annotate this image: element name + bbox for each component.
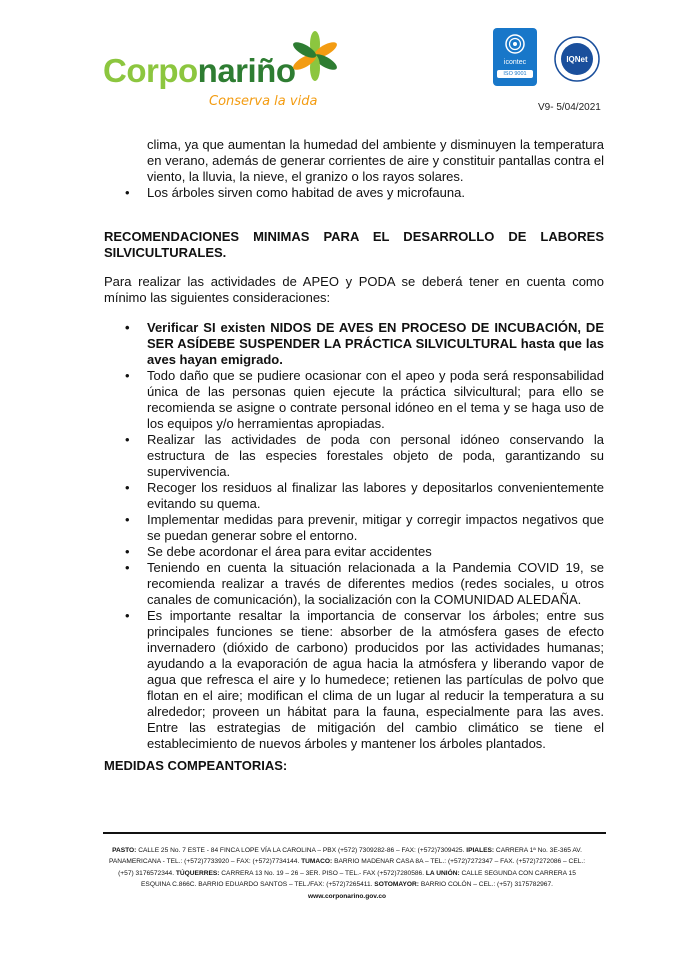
list-item bbox=[125, 512, 604, 544]
footer-sotomayor-label: SOTOMAYOR: bbox=[374, 881, 419, 889]
intro-bullet-list bbox=[125, 185, 604, 201]
bullet-icon: • bbox=[125, 480, 130, 495]
footer-divider bbox=[103, 832, 606, 834]
list-item bbox=[125, 368, 604, 432]
bullet-icon: • bbox=[125, 560, 130, 575]
bullet-icon: • bbox=[125, 608, 130, 623]
list-item bbox=[125, 544, 604, 560]
footer-tumaco-text: BARRIO MADENAR CASA 8A – TEL.: (+572)7272347 – FAX. (+572)7272086 – CEL.: (+57) 3176572344. bbox=[118, 858, 586, 877]
list-item bbox=[125, 320, 604, 368]
list-item bbox=[125, 608, 604, 752]
list-item-text: Realizar las actividades de poda con personal idóneo conservando la estructura de las especies forestales objeto de poda, garantizando su supervivencia. bbox=[147, 432, 604, 479]
list-item-text: Implementar medidas para prevenir, mitigar y corregir impactos negativos que se puedan generar sobre el entorno. bbox=[147, 512, 604, 543]
footer-website-link[interactable]: www.corponarino.gov.co bbox=[307, 892, 387, 900]
footer-contact-info bbox=[106, 845, 588, 902]
logo-text-part1: Corpo bbox=[103, 52, 198, 89]
footer-launion-label: LA UNIÓN: bbox=[425, 869, 460, 877]
flower-emblem-icon bbox=[289, 30, 341, 82]
bullet-icon: • bbox=[125, 320, 130, 335]
list-item bbox=[125, 432, 604, 480]
footer-launion-text: CALLE SEGUNDA CON CARRERA 15 ESQUINA C.866C. BARRIO EDUARDO SANTOS – TEL./FAX: (+572)7265411. bbox=[141, 869, 576, 889]
bullet-icon: • bbox=[125, 185, 130, 200]
logo-text-part2: nariño bbox=[197, 52, 296, 89]
logo-tagline: Conserva la vida bbox=[209, 94, 318, 109]
footer-pasto-label: PASTO: bbox=[112, 847, 137, 854]
footer-ipiales-text: CARRERA 1ª No. 3E-365 AV. PANAMERICANA - TEL.: (+572)7733920 – FAX: (+572)7734144. bbox=[108, 847, 582, 866]
list-item bbox=[125, 480, 604, 512]
intro-continued-text: clima, ya que aumentan la humedad del ambiente y disminuyen la temperatura en verano, además de generar corrientes de aire y constituir pantallas contra el viento, la lluvia, la nieve, el granizo o los rayos solares. bbox=[147, 137, 604, 184]
iqnet-certification-badge bbox=[554, 36, 600, 82]
bullet-icon: • bbox=[125, 544, 130, 559]
list-item bbox=[125, 560, 604, 608]
bullet-icon: • bbox=[125, 368, 130, 383]
document-version: V9- 5/04/2021 bbox=[538, 102, 601, 113]
recommendations-list bbox=[125, 320, 604, 752]
footer-pasto-text: CALLE 25 No. 7 ESTE - 84 FINCA LOPE VÍA LA CAROLINA – PBX (+572) 7309282-86 – FAX: (+572)7309425. bbox=[136, 847, 467, 854]
iqnet-label: IQNet bbox=[566, 55, 588, 64]
section-heading: RECOMENDACIONES MINIMAS PARA EL DESARROLLO DE LABORES SILVICULTURALES. bbox=[104, 229, 604, 260]
icontec-seal-icon bbox=[505, 34, 525, 54]
iso-label: ISO 9001 bbox=[497, 70, 533, 78]
section-intro-text: Para realizar las actividades de APEO y PODA se deberá tener en cuenta como mínimo las siguientes consideraciones: bbox=[104, 274, 604, 305]
footer-ipiales-label: IPIALES: bbox=[466, 847, 495, 854]
bullet-icon: • bbox=[125, 432, 130, 447]
logo-wordmark bbox=[103, 52, 296, 90]
measures-heading: MEDIDAS COMPEANTORIAS: bbox=[104, 758, 288, 773]
list-item-text: Es importante resaltar la importancia de conservar los árboles; entre sus principales funciones se tiene: absorber de la atmósfera gases de efecto invernadero (dióxido de carbono) producidos por las actividades humanas; ayudando a la evaporación de agua hacia la atmósfera y liberando vapor de agua que refresca el aire y lo humedece; retienen las partículas de polvo que flotan en el aire; modifican el clima de un lugar al reducir la temperatura a su alrededor; proveen un hábitat para la fauna, especialmente para las aves. Entre las estrategias de mitigación del cambio climático se tiene el establecimiento de nuevos árboles y mantener los árboles plantados. bbox=[147, 608, 604, 751]
footer-tuquerres-label: TÚQUERRES: bbox=[175, 869, 220, 877]
footer-sotomayor-text: BARRIO COLÓN – CEL.: (+57) 3175782967. bbox=[419, 881, 553, 889]
icontec-certification-badge bbox=[493, 28, 537, 86]
list-item-text: Verificar SI existen NIDOS DE AVES EN PROCESO DE INCUBACIÓN, DE SER ASÍDEBE SUSPENDER LA PRÁCTICA SILVICULTURAL hasta que las aves hayan emigrado. bbox=[147, 320, 604, 367]
footer-tuquerres-text: CARRERA 13 No. 19 – 26 – 3ER. PISO – TEL.- FAX (+572)7280586. bbox=[219, 869, 426, 877]
icontec-label: icontec bbox=[503, 59, 527, 66]
footer-tumaco-label: TUMACO: bbox=[301, 858, 333, 866]
corponarino-logo bbox=[103, 30, 343, 110]
list-item-text: Los árboles sirven como habitad de aves y microfauna. bbox=[147, 185, 465, 200]
list-item-text: Todo daño que se pudiere ocasionar con el apeo y poda será responsabilidad única de las personas quien ejecute la práctica silvicultural; para ello se recomienda se asigne o contrate personal idóneo en el tema y se haga uso de los equipos y/o herramientas apropiadas. bbox=[147, 368, 604, 431]
list-item bbox=[125, 185, 604, 201]
list-item-text: Se debe acordonar el área para evitar accidentes bbox=[147, 544, 432, 559]
list-item-text: Recoger los residuos al finalizar las labores y depositarlos convenientemente evitando su quema. bbox=[147, 480, 604, 511]
list-item-text: Teniendo en cuenta la situación relacionada a la Pandemia COVID 19, se recomienda realizar a través de diferentes medios (redes sociales, u otros canales de comunicación), la socialización con la COMUNIDAD ALEDAÑA. bbox=[147, 560, 604, 607]
bullet-icon: • bbox=[125, 512, 130, 527]
